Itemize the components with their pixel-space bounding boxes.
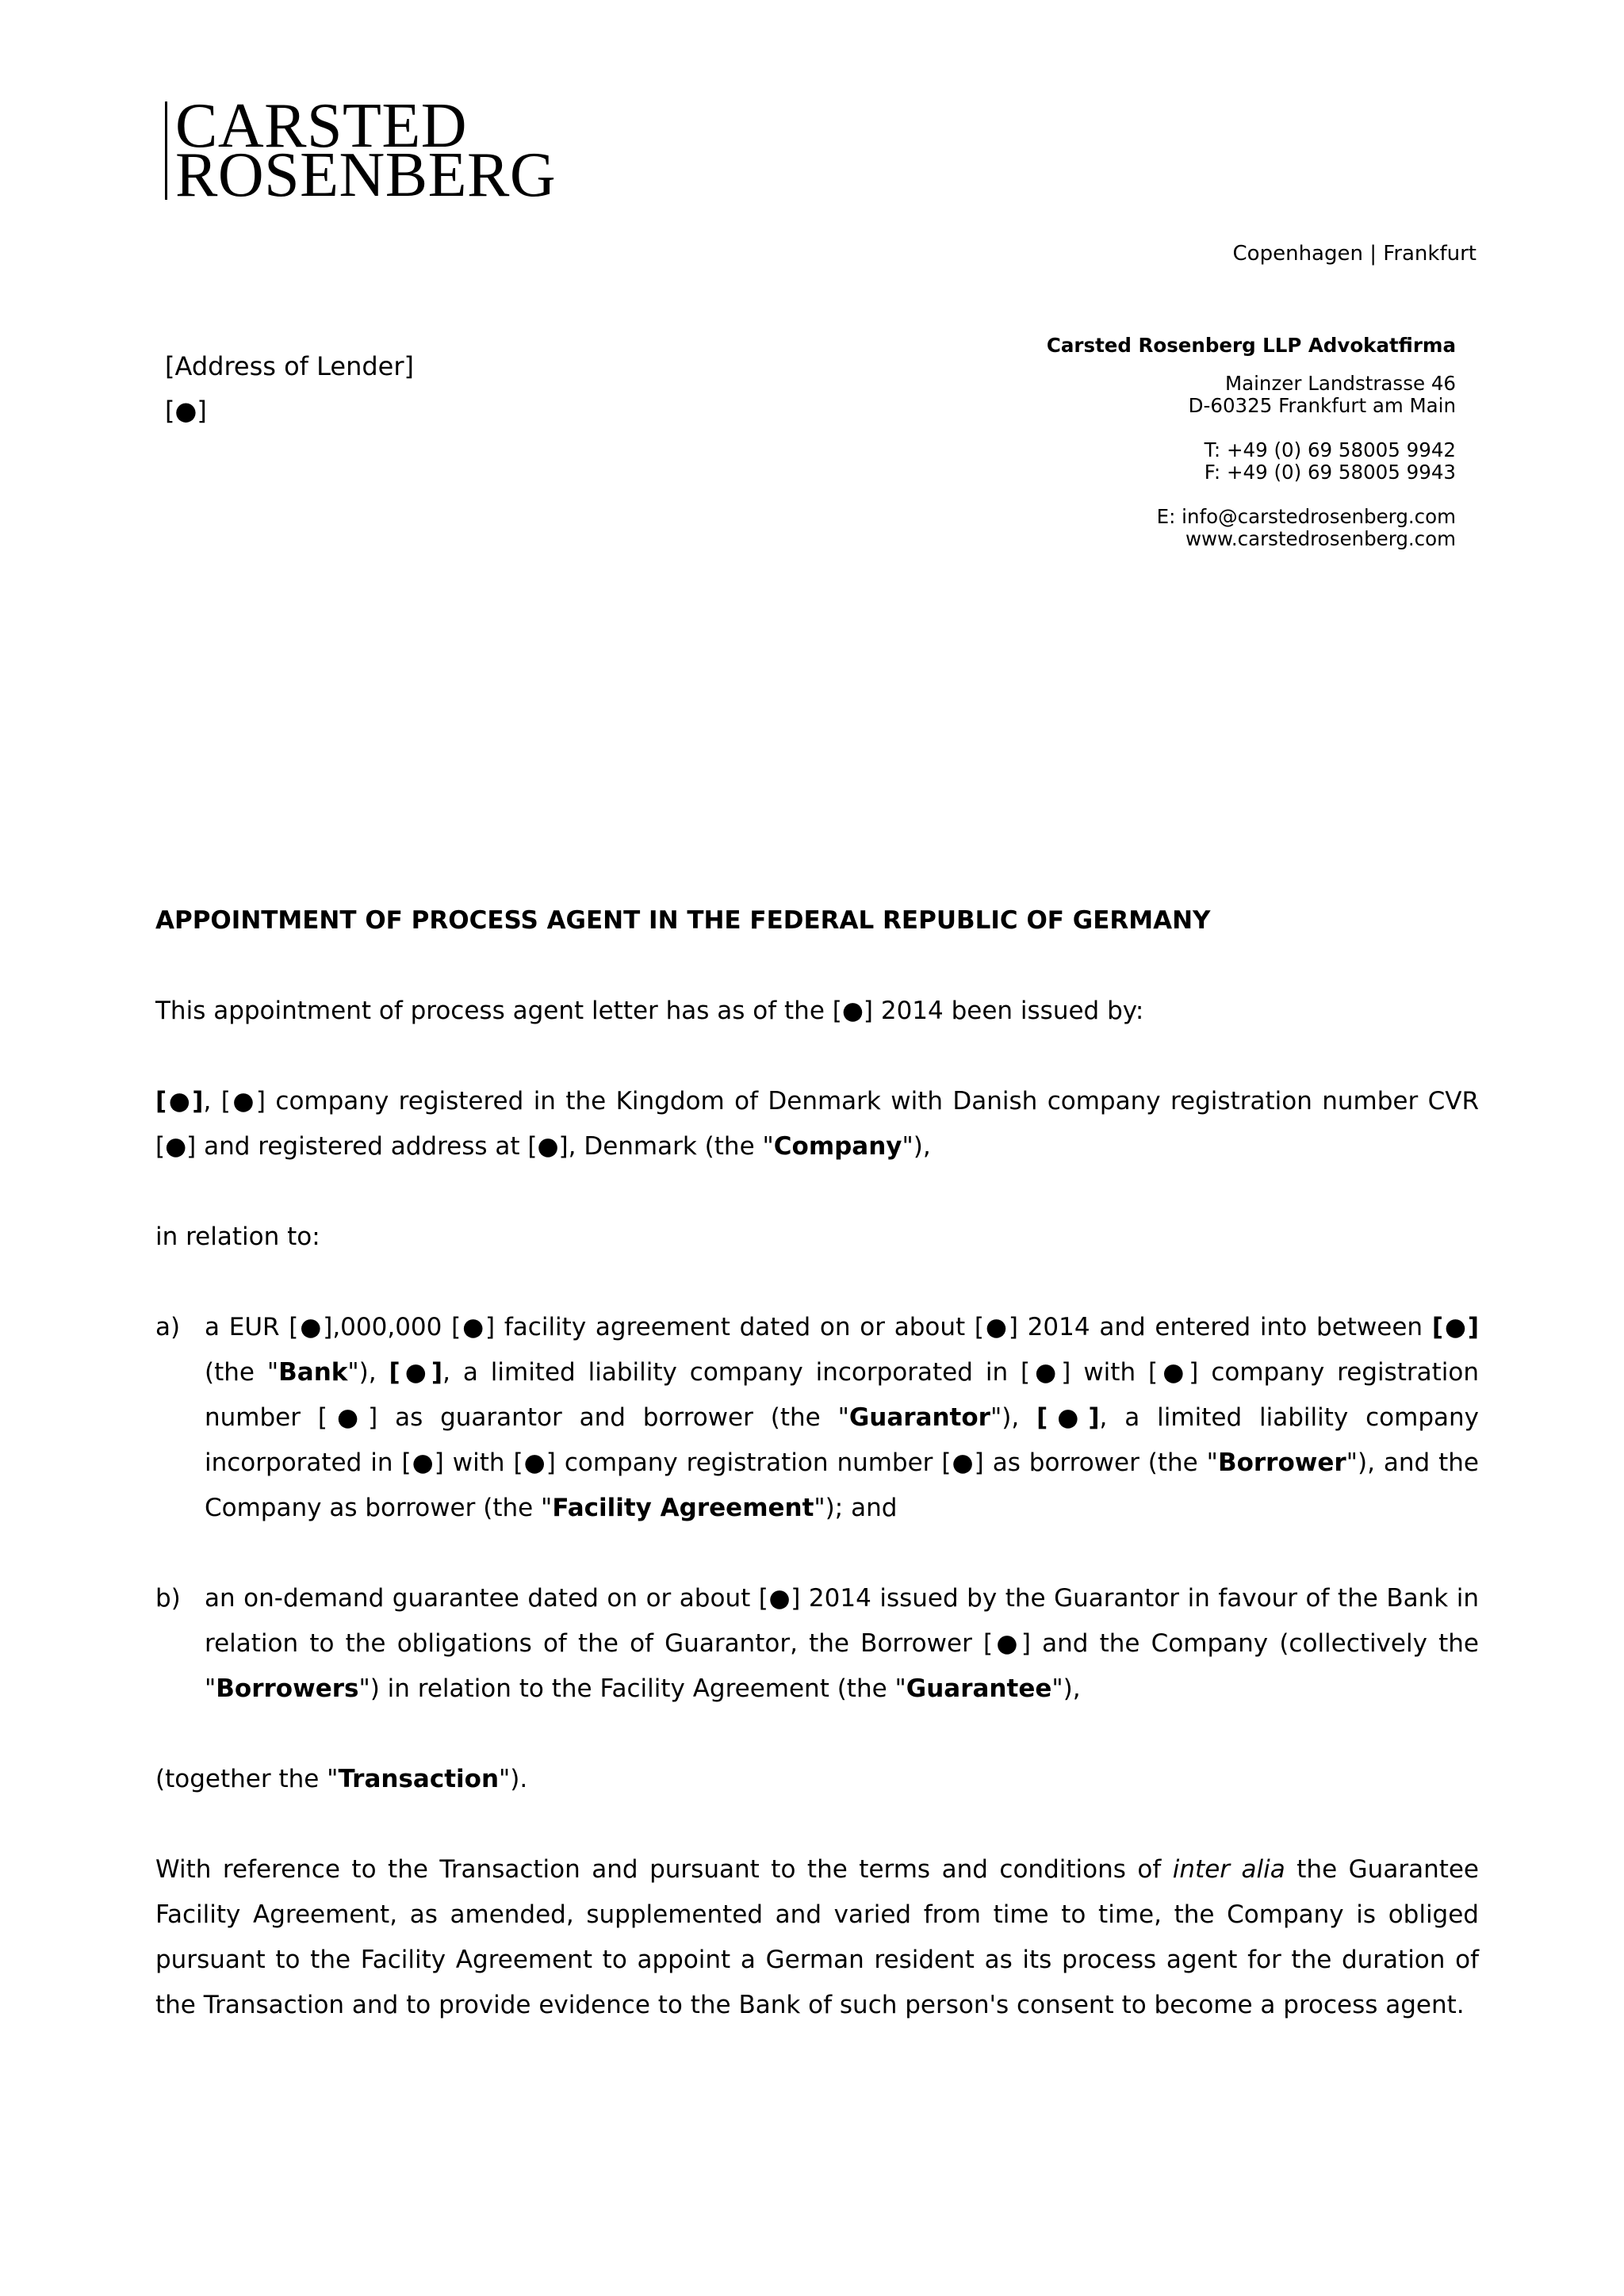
term-facility-agreement: Facility Agreement	[552, 1494, 814, 1522]
company-paragraph: [●], [●] company registered in the Kingdom of Denmark with Danish company registration number CVR [●] and registered address at [●], Denmark (the "Company"),	[155, 1087, 1480, 1161]
intro-paragraph: This appointment of process agent letter has as of the [●] 2014 been issued by:	[155, 997, 1144, 1025]
term-borrower: Borrower	[1217, 1448, 1346, 1477]
sender-phone: T: +49 (0) 69 58005 9942	[1204, 438, 1456, 461]
recipient-line-2: [●]	[165, 396, 207, 426]
recipient-address	[165, 344, 414, 433]
sender-fax: F: +49 (0) 69 58005 9943	[1204, 461, 1456, 484]
sender-city: D-60325 Frankfurt am Main	[1188, 394, 1456, 417]
inter-alia: inter alia	[1172, 1855, 1285, 1884]
list-marker-b: b)	[155, 1584, 181, 1613]
term-transaction: Transaction	[338, 1765, 500, 1793]
sender-firm-name: Carsted Rosenberg LLP Advokatfirma	[1046, 334, 1456, 357]
sender-street: Mainzer Landstrasse 46	[1224, 371, 1456, 395]
firm-logo	[165, 91, 557, 210]
term-guarantor: Guarantor	[848, 1403, 990, 1432]
recipient-line-1: [Address of Lender]	[165, 351, 414, 381]
letter-title: APPOINTMENT OF PROCESS AGENT IN THE FEDERAL REPUBLIC OF GERMANY	[155, 906, 1211, 935]
term-borrowers: Borrowers	[216, 1674, 359, 1703]
logo-line-2: ROSENBERG	[175, 140, 557, 210]
term-bank: Bank	[278, 1358, 348, 1387]
term-company: Company	[773, 1132, 902, 1161]
in-relation-paragraph: in relation to:	[155, 1223, 320, 1251]
list-item-a: a) a EUR [●],000,000 [●] facility agreement dated on or about [●] 2014 and entered into between [●] (the "Bank"), [●], a limited liability company incorporated in [●] with [●] company registration number [●] as guarantor and borrower (the "Guarantor"), [●], a limited liability company incorporated in [●] with [●] company registration number [●] as borrower (the "Borrower"), and the Company as borrower (the "Facility Agreement"); and	[155, 1305, 1479, 1531]
together-paragraph: (together the "Transaction").	[155, 1765, 528, 1793]
term-guarantee: Guarantee	[906, 1674, 1052, 1703]
office-locations: Copenhagen | Frankfurt	[1232, 242, 1477, 266]
sender-email: E: info@carstedrosenberg.com	[1156, 504, 1456, 528]
list-marker-a: a)	[155, 1313, 181, 1341]
letter-body	[155, 898, 1479, 2073]
sender-address	[1047, 335, 1456, 551]
logo-line-1: CARSTED	[175, 91, 467, 161]
sender-website: www.carstedrosenberg.com	[1185, 527, 1456, 550]
reference-paragraph: With reference to the Transaction and pursuant to the terms and conditions of inter alia the Guarantee Facility Agreement, as amended, supplemented and varied from time to time, the Company is obliged pursuant to the Facility Agreement to appoint a German resident as its process agent for the duration of the Transaction and to provide evidence to the Bank of such person's consent to become a process agent.	[155, 1855, 1480, 2019]
list-item-b: b) an on-demand guarantee dated on or about [●] 2014 issued by the Guarantor in favour of the Bank in relation to the obligations of the of Guarantor, the Borrower [●] and the Company (collectively the "Borrowers") in relation to the Facility Agreement (the "Guarantee"),	[155, 1576, 1479, 1712]
company-name: [●]	[155, 1087, 204, 1115]
